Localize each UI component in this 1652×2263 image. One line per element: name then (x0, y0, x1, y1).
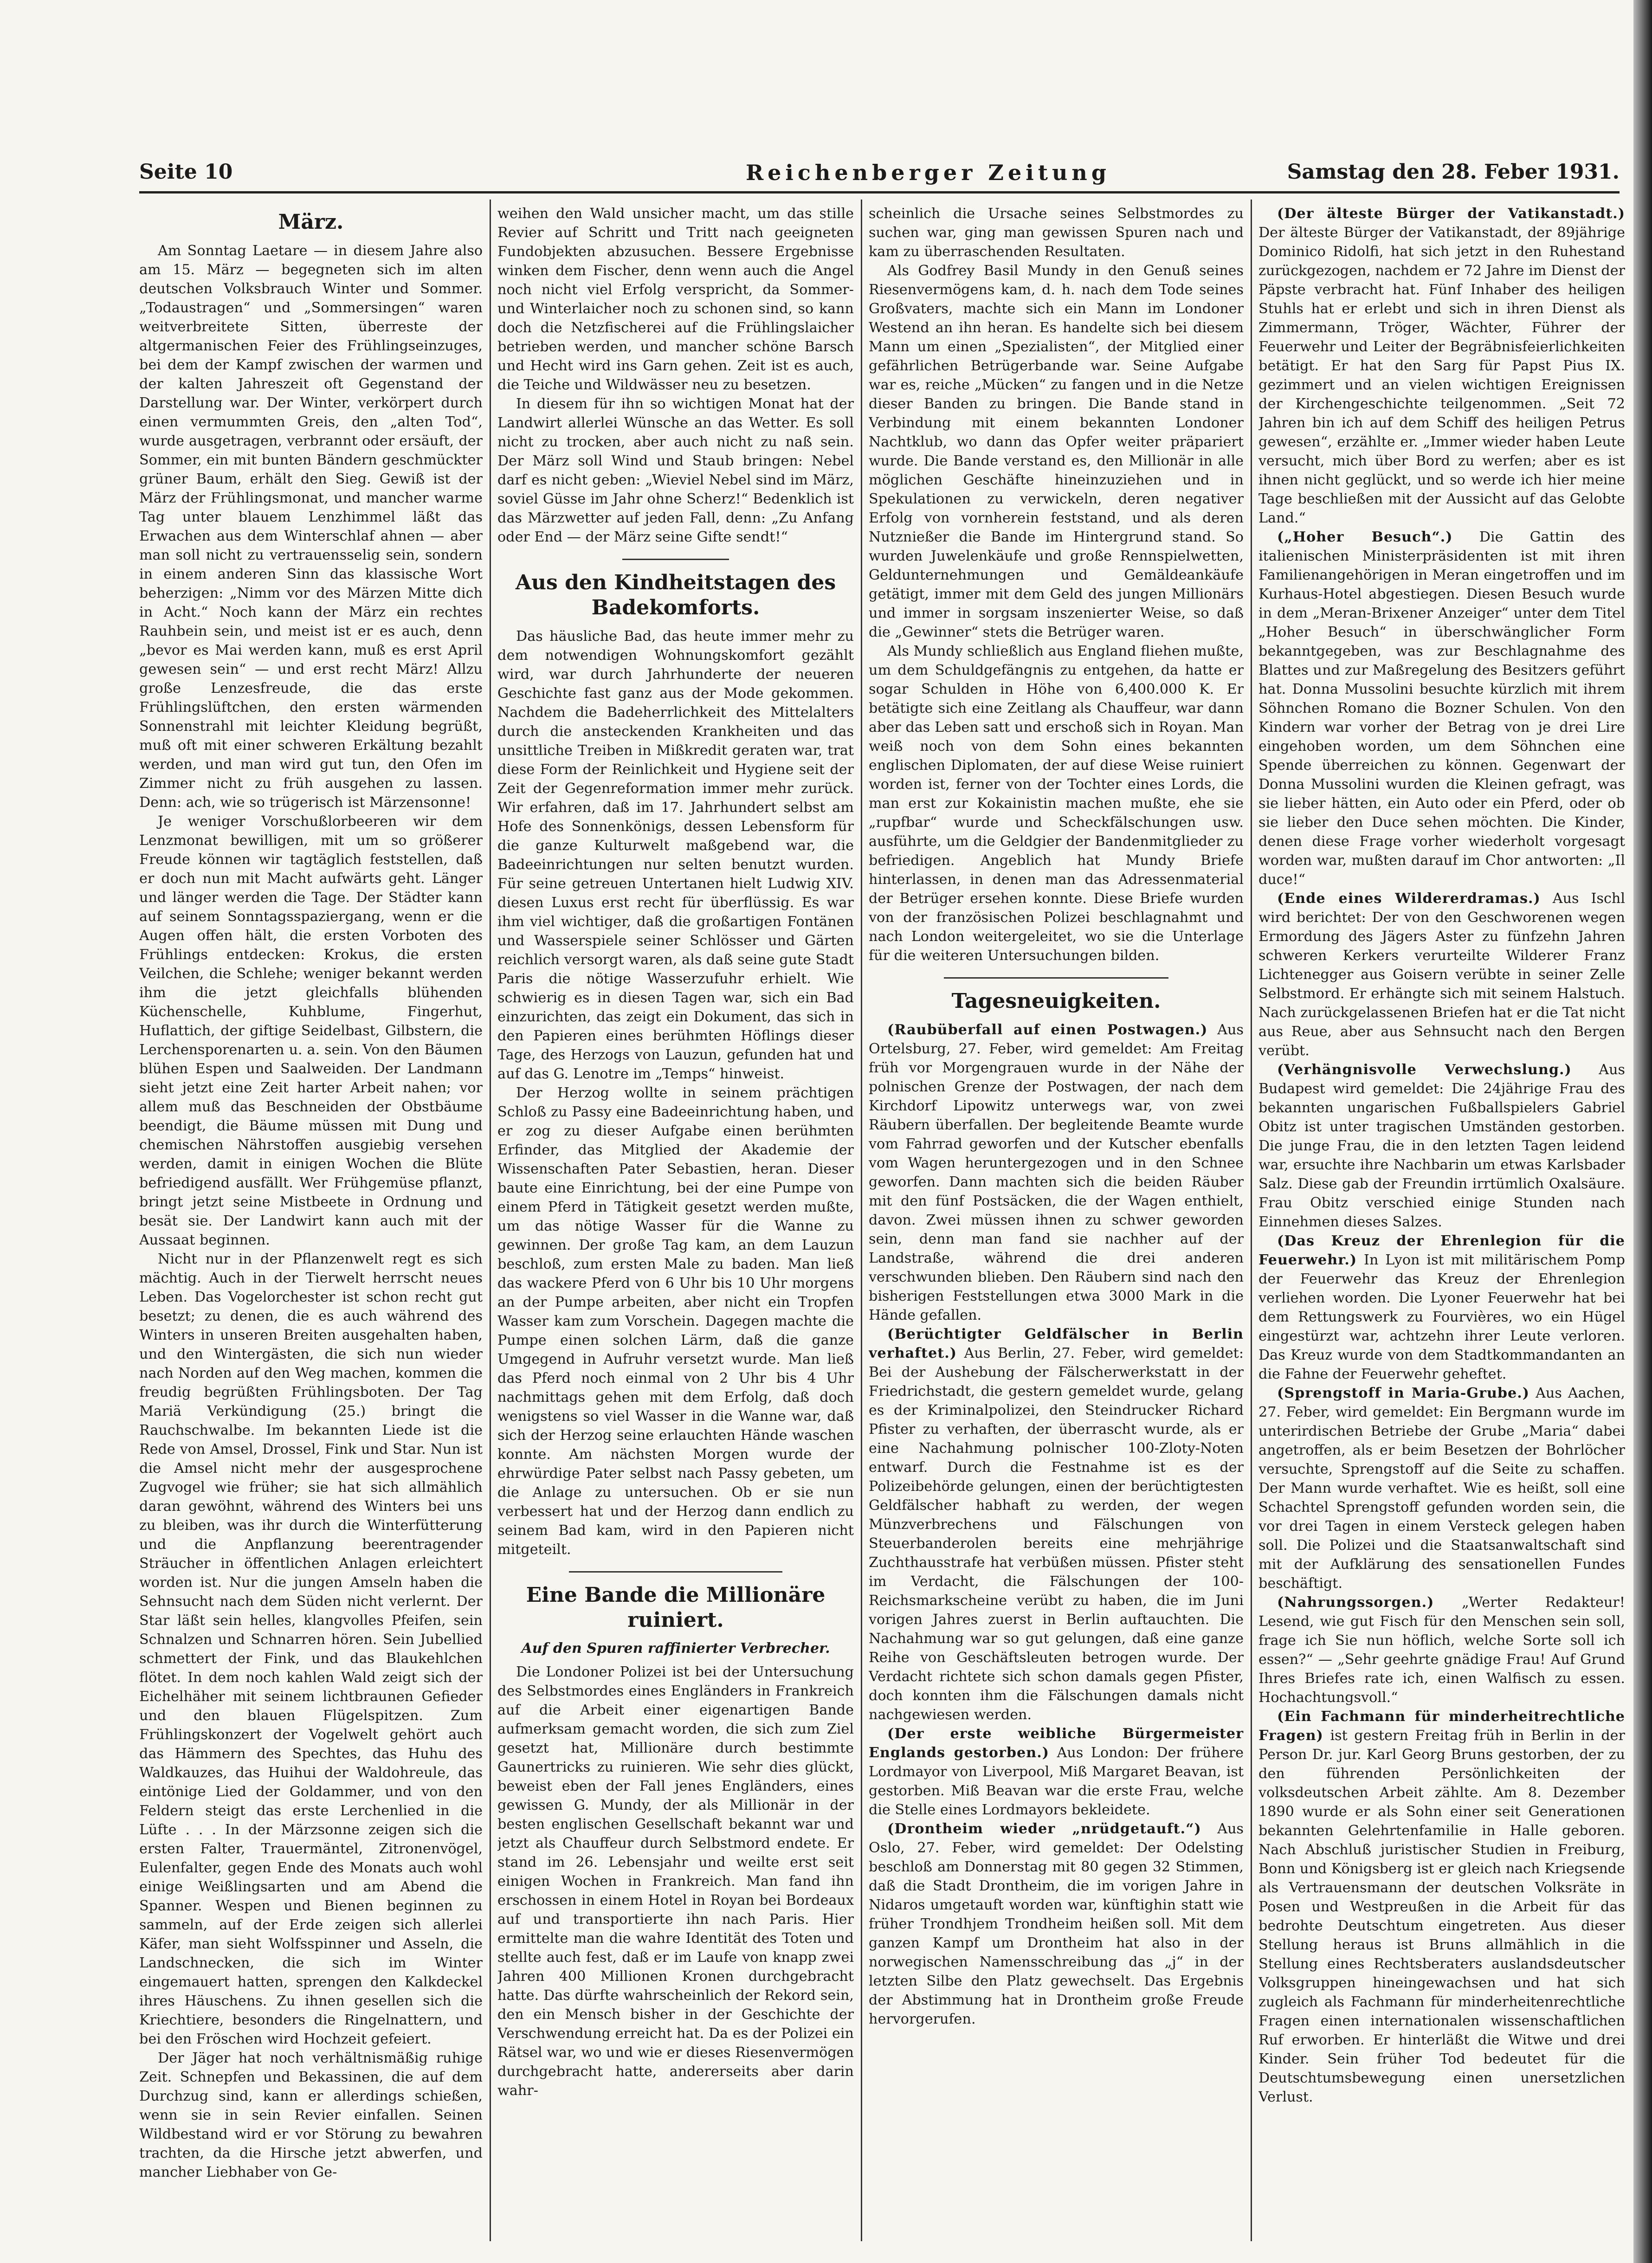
news-lead: („Hoher Besuch“.) (1277, 529, 1453, 545)
news-lead: (Nahrungssorgen.) (1277, 1594, 1434, 1611)
column-2 (497, 204, 854, 2237)
article-paragraph: Am Sonntag Laetare — in diesem Jahre also am 15. März — begegneten sich im alten deutschen Volksbrauch Winter und Sommer. „Todaustragen“ und „Sommersingen“ waren weitverbreitete Sitten, überreste der altgermanischen Feier des Frühlingseinzuges, bei dem der Kampf zwischen der warmen und der kalten Jahreszeit oft Gegenstand der Darstellung war. Der Winter, verkörpert durch einen vermummten Greis, den „alten Tod“, wurde ausgetragen, verbrannt oder ersäuft, der Sommer, ein mit bunten Bändern geschmückter grüner Baum, erhält den Sieg. Gewiß ist der März der Frühlingsmonat, und mancher warme Tag unter blauem Lenzhimmel läßt das Erwachen aus dem Winterschlaf ahnen — aber man soll nicht zu vertrauensselig sein, sondern in einem anderen Sinn das klassische Wort beherzigen: „Nimm vor des Märzen Mitte dich in Acht.“ Noch kann der März ein rechtes Rauhbein sein, und meist ist er es auch, denn „bevor es Mai werden kann, muß es erst April gewesen sein“ — und erst recht März! Allzu große Lenzesfreude, die das erste Frühlingslüftchen, den ersten wärmenden Sonnenstrahl mit leichter Kleidung begrüßt, muß oft mit einer schweren Erkältung bezahlt werden, und man wird gut tun, den Ofen im Zimmer nicht zu früh ausgehen zu lassen. Denn: ach, wie so trügerisch ist Märzensonne! (139, 243, 483, 811)
news-lead: (Verhängnisvolle Verwechslung.) (1277, 1062, 1572, 1078)
article-paragraph: Der Herzog wollte in seinem prächtigen Schloß zu Passy eine Badeeinrichtung haben, und er zog zu dieser Aufgabe einen berühmten Erfinder, das Mitglied der Akademie der Wissenschaften Pater Sebastien, heran. Dieser baute eine Einrichtung, bei der eine Pumpe von einem Pferd in Tätigkeit gesetzt werden mußte, um das nötige Wasser für die Wanne zu gewinnen. Der große Tag kam, an dem Lauzun beschloß, zum ersten Male zu baden. Man ließ das wackere Pferd von 6 Uhr bis 10 Uhr morgens an der Pumpe arbeiten, aber nicht ein Tropfen Wasser kam zum Vorschein. Dagegen machte die Pumpe einen solchen Lärm, daß die ganze Umgegend in Aufruhr versetzt wurde. Man ließ das Pferd noch einmal von 2 Uhr bis 4 Uhr nachmittags gehen mit dem Erfolg, daß doch wenigstens so viel Wasser in die Wanne war, daß sich der Herzog seine erlauchten Hände waschen konnte. Am nächsten Morgen wurde der ehrwürdige Pater selbst nach Passy gebeten, um die Anlage zu untersuchen. Ob er sie nun verbessert hat und der Herzog dann endlich zu seinem Bad kam, wird in den Papieren nicht mitgeteilt. (497, 1085, 854, 1558)
news-text: ist gestern Freitag früh in Berlin in der Person Dr. jur. Karl Georg Bruns gestorben, der zu den führenden Persönlichkeiten der volksdeutschen Arbeit zählte. Am 8. Dezember 1890 wurde er als Sohn einer seit Generationen bekannten Gelehrtenfamilie in Halle geboren. Nach Abschluß juristischer Studien in Freiburg, Bonn und Königsberg ist er gleich nach Kriegsende als Vertrauensmann der deutschen Volksräte in Posen und Westpreußen in die Arbeit für das bedrohte Deutschtum eingetreten. Aus dieser Stellung heraus ist Bruns allmählich in die Stellung eines Rechtsberaters auslandsdeutscher Volksgruppen hineingewachsen und hat sich zugleich als Fachmann für minderheitenrechtliche Fragen einen internationalen wissenschaftlichen Ruf erworben. Er hinterläßt die Witwe und drei Kinder. Sein früher Tod bedeutet für die Deutschtumsbewegung einen unersetzlichen Verlust. (1258, 1728, 1625, 2105)
scan-edge-shadow (1633, 0, 1652, 2263)
article-title-maerz: März. (278, 210, 344, 234)
news-item (869, 1325, 1244, 1724)
article-paragraph: weihen den Wald unsicher macht, um das stille Revier auf Schritt und Tritt nach geeigneten Fundobjekten abzusuchen. Bessere Ergebnisse winken dem Fischer, denn wenn auch die Angel noch nicht viel Erfolg verspricht, da Sommer- und Winterlaicher noch zu schonen sind, so kann doch die Netzfischerei auf die Frühlingslaicher betrieben werden, und mancher schöne Barsch und Hecht wird ins Garn gehen. Zeit ist es auch, die Teiche und Wildwässer neu zu besetzen. (497, 206, 854, 393)
news-text: Der älteste Bürger der Vatikanstadt, der 89jährige Dominico Ridolfi, hat sich jetzt in den Ruhestand zurückgezogen, nachdem er 72 Jahre im Dienst der Päpste verbracht hat. Fünf Inhaber des heiligen Stuhls hat er erlebt und sich in ihren Dienst als Zimmermann, Tröger, Wächter, Führer der Feuerwehr und Leiter der Begräbnisfeierlichkeiten betätigt. Er hat den Sarg für Papst Pius IX. gezimmert und an vielen wichtigen Ereignissen der Kirchengeschichte teilgenommen. „Seit 72 Jahren bin ich auf dem Schiff des heiligen Petrus gewesen“, erzählte er. „Immer wieder haben Leute versucht, mich über Bord zu werfen; aber es ist ihnen nicht geglückt, und so werde ich hier meine Tage beschließen mit der Aussicht auf das Gelobte Land.“ (1258, 225, 1625, 526)
news-text: In Lyon ist mit militärischem Pomp der Feuerwehr das Kreuz der Ehrenlegion verliehen worden. Die Lyoner Feuerwehr hat bei dem Rettungswerk zu Fourvières, wo ein Hügel eingestürzt war, achtzehn ihrer Leute verloren. Das Kreuz wurde von dem Stadtkommandanten an die Fahne der Feuerwehr geheftet. (1258, 1252, 1625, 1382)
article-paragraph: Das häusliche Bad, das heute immer mehr zu dem notwendigen Wohnungskomfort gezählt wird, war durch Jahrhunderte der neueren Geschichte fast ganz aus der Mode gekommen. Nachdem die Badeherrlichkeit des Mittelalters durch die ansteckenden Krankheiten und das unsittliche Treiben in Mißkredit geraten war, trat diese Form der Reinlichkeit und Hygiene seit der Zeit der Gegenreformation immer mehr zurück. Wir erfahren, daß im 17. Jahrhundert selbst am Hofe des Sonnenkönigs, dessen Lebensform für die ganze Kulturwelt maßgebend war, die Badeeinrichtungen nur selten benutzt wurden. Für seine getreuen Untertanen hielt Ludwig XIV. diesen Luxus erst recht für überflüssig. Es war ihm viel wichtiger, daß die großartigen Fontänen und Wasserspiele seiner Schlösser und Gärten reichlich versorgt waren, als daß seine gute Stadt Paris die nötige Wasserzufuhr erhielt. Wie schwierig es in diesen Tagen war, sich ein Bad einzurichten, das zeigt ein Dokument, das sich in den Papieren eines berühmten Höflings dieser Tage, des Herzogs von Lauzun, gefunden hat und auf das G. Lenotre im „Temps“ hinweist. (497, 628, 854, 1082)
article-title-badekomfort: Aus den Kindheitstagen des Badekomforts. (515, 571, 836, 619)
news-lead: (Drontheim wieder „nrüdgetauft.“) (887, 1821, 1201, 1837)
news-lead: (Der älteste Bürger der Vatikanstadt.) (1277, 206, 1625, 222)
section-separator (944, 977, 1169, 979)
page-number: Seite 10 (139, 160, 233, 184)
news-lead: (Das Kreuz der Ehrenlegion für die Feuerwehr.) (1258, 1233, 1625, 1268)
news-lead: (Ende eines Wildererdramas.) (1277, 890, 1541, 907)
news-text: Aus London: Der frühere Lordmayor von Liverpool, Miß Margaret Beavan, ist gestorben. Miß Beavan war die erste Frau, welche die Stelle eines Lordmayors bekleidete. (869, 1745, 1244, 1818)
news-item (1258, 1707, 1625, 2107)
news-item (1258, 1060, 1625, 1231)
section-title-tagesneuigkeiten: Tagesneuigkeiten. (951, 989, 1161, 1013)
header-rule (139, 191, 1620, 193)
news-lead: (Raubüberfall auf einen Postwagen.) (887, 1022, 1208, 1038)
news-lead: (Berüchtigter Geldfälscher in Berlin verhaftet.) (869, 1326, 1244, 1361)
news-text: Aus Ischl wird berichtet: Der von den Geschworenen wegen Ermordung des Jägers Aster zu fünfzehn Jahren schweren Kerkers verurteilte Wilderer Franz Lichtenegger aus Goisern verübte in seiner Zelle Selbstmord. Er erhängte sich mit seinem Halstuch. Nach zurückgelassenen Briefen hat er die Tat nicht aus Reue, aber aus Sehnsucht nach den Bergen verübt. (1258, 890, 1625, 1059)
section-separator (569, 1571, 783, 1573)
news-item (1258, 1231, 1625, 1384)
column-divider (1251, 200, 1252, 2241)
news-text: Aus Budapest wird gemeldet: Die 24jährige Frau des bekannten ungarischen Fußballspielers Gabriel Obitz ist unter tragischen Umständen gestorben. Die junge Frau, die in den letzten Tagen leidend war, ersuchte ihre Nachbarin um etwas Karlsbader Salz. Diese gab der Freundin irrtümlich Oxalsäure. Frau Obitz verschied einige Stunden nach Einnehmen dieses Salzes. (1258, 1062, 1625, 1230)
news-text: Aus Aachen, 27. Feber, wird gemeldet: Ein Bergmann wurde im unterirdischen Betriebe der Grube „Maria“ dabei angetroffen, als er beim Besetzen der Bohrlöcher versuchte, Sprengstoff auf die Seite zu schaffen. Der Mann wurde verhaftet. Wie es heißt, soll eine Schachtel Sprengstoff gefunden worden sein, die vor drei Tagen in einem Versteck gelegen haben soll. Die Polizei und die Staatsanwaltschaft sind mit der Aufklärung des sensationellen Fundes beschäftigt. (1258, 1385, 1625, 1592)
news-text: Die Gattin des italienischen Ministerpräsidenten ist mit ihren Familienangehörigen in Meran eingetroffen und im Kurhaus-Hotel abgestiegen. Diesen Besuch wurde in dem „Meran-Brixener Anzeiger“ unter dem Titel „Hoher Besuch“ in überschwänglicher Form bekanntgegeben, was zur Beschlagnahme des Blattes und zur Maßregelung des Besitzers geführt hat. Donna Mussolini besuchte kürzlich mit ihrem Söhnchen Romano die Bozner Schulen. Von den Kindern war vorher der Betrag von je drei Lire eingehoben worden, um dem Söhnchen eine Spende überreichen zu können. Gegenwart der Donna Mussolini wurden die Kleinen gefragt, was sie lieber hätten, ein Auto oder ein Pferd, oder ob sie lieber den Duce sehen möchten. Die Kinder, denen diese Frage vorher wiederholt vorgesagt worden war, mußten darauf im Chor antworten: „Il duce!“ (1258, 529, 1625, 888)
article-paragraph: Je weniger Vorschußlorbeeren wir dem Lenzmonat bewilligen, mit um so größerer Freude können wir tagtäglich feststellen, daß er doch nun mit Macht aufwärts geht. Länger und länger werden die Tage. Der Städter kann auf seinem Sonntagsspaziergang, wenn er die Augen offen hält, die ersten Vorboten des Frühlings entdecken: Krokus, die ersten Veilchen, die Schlehe; weniger bekannt werden ihm die jetzt gleichfalls blühenden Küchenschelle, Kuhblume, Fingerhut, Huflattich, der giftige Seidelbast, Gilbstern, die Lerchensporenarten u. a. sein. Von den Bäumen blühen Espen und Saalweiden. Der Landmann sieht jetzt eine Zeit harter Arbeit nahen; vor allem muß das Beschneiden der Obstbäume beendigt, die Bäume müssen mit Dung und chemischen Nährstoffen ausgiebig versehen werden, damit in einigen Wochen die Blüte befriedigend ausfällt. Wer Frühgemüse pflanzt, bringt jetzt seine Mistbeete in Ordnung und besät sie. Der Landwirt kann auch mit der Aussaat beginnen. (139, 813, 483, 1248)
article-paragraph: Nicht nur in der Pflanzenwelt regt es sich mächtig. Auch in der Tierwelt herrscht neues Leben. Das Vogelorchester ist schon recht gut besetzt; zu denen, die es auch während des Winters in unseren Breiten ausgehalten haben, und den Wintergästen, die sich nun wieder nach Norden auf den Weg machen, kommen die freudig begrüßten Frühlingsboten. Der Tag Mariä Verkündigung (25.) bringt die Rauchschwalbe. Im bekannten Liede ist die Rede von Amsel, Drossel, Fink und Star. Nun ist die Amsel nicht mehr der ausgesprochene Zugvogel wie früher; sie hat sich allmählich daran gewöhnt, während des Winters bei uns zu bleiben, was ihr durch die Winterfütterung und die Anpflanzung beerentragender Sträucher in öffentlichen Anlagen erleichtert worden ist. Nur die jungen Amseln haben die Sehnsucht nach dem Süden nicht verlernt. Der Star läßt sein helles, klangvolles Pfeifen, sein Schnalzen und Schnarren hören. Sein Jubellied schmettert der Fink, und das Blaukehlchen flötet. In dem noch kahlen Wald zeigt sich der Eichelhäher mit seinem lichtbraunen Gefieder und den blauen Flügelspitzen. Zum Frühlingskonzert der Vogelwelt gehört auch das Hämmern des Spechtes, das Huhu des Waldkauzes, das Huihui der Waldohreule, das eintönige Lied der Goldammer, und von den Feldern steigt das erste Lerchenlied in die Lüfte . . . In der Märzsonne zeigen sich die ersten Falter, Trauermäntel, Zitronenvögel, Eulenfalter, gegen Ende des Monats auch wohl einige Weißlingsarten und am Abend die Spanner. Wespen und Bienen beginnen zu sammeln, auf der Erde zeigen sich allerlei Käfer, man sieht Wolfsspinner und Asseln, die Landschnecken, die sich im Winter eingemauert hatten, sprengen den Kalkdeckel ihres Häuschens. Zu ihnen gesellen sich die Kriechtiere, besonders die Ringelnattern, und bei den Fröschen wird Hochzeit gefeiert. (139, 1251, 483, 2047)
newspaper-masthead: Reichenberger Zeitung (745, 160, 1111, 185)
column-1 (139, 204, 483, 2237)
article-subtitle: Auf den Spuren raffinierter Verbrecher. (521, 1640, 830, 1657)
article-paragraph: Die Londoner Polizei ist bei der Untersuchung des Selbstmordes eines Engländers in Frankreich auf die Arbeit einer eigenartigen Bande aufmerksam gemacht worden, die sich zum Ziel gesetzt hat, Millionäre durch bestimmte Gaunertricks zu ruinieren. Wie sehr dies glückt, beweist eben der Fall jenes Engländers, eines gewissen G. Mundy, der als Millionär in der besten englischen Gesellschaft bekannt war und jetzt als Chauffeur durch Selbstmord endete. Er stand im 26. Lebensjahr und weilte erst seit einigen Wochen in Frankreich. Man fand ihn erschossen in einem Hotel in Royan bei Bordeaux auf und transportierte ihn nach Paris. Hier ermittelte man die wahre Identität des Toten und stellte auch fest, daß er im Laufe von knapp zwei Jahren 400 Millionen Kronen durchgebracht hatte. Das dürfte wahrscheinlich der Rekord sein, den ein Mensch bisher in der Geschichte der Verschwendung erreicht hat. Da es der Polizei ein Rätsel war, wo und wie er dieses Riesenvermögen durchgebracht hatte, andererseits aber darin wahr- (497, 1664, 854, 2099)
article-paragraph: Als Godfrey Basil Mundy in den Genuß seines Riesenvermögens kam, d. h. nach dem Tode seines Großvaters, machte sich ein Mann im Londoner Westend an ihn heran. Es handelte sich bei diesem Mann um einen „Spezialisten“, der Mitglied einer gefährlichen Betrügerbande war. Seine Aufgabe war es, reiche „Mücken“ zu fangen und in die Netze dieser Banden zu bringen. Die Bande stand in Verbindung mit einem bekannten Londoner Nachtklub, wo dann das Opfer weiter präpariert wurde. Die Bande verstand es, den Millionär in alle möglichen Geschäfte hineinzuziehen und in Spekulationen zu verwickeln, deren negativer Erfolg von vornherein feststand, und als deren Nutznießer die Bande im Hintergrund stand. So wurden Juwelenkäufe und große Rennspielwetten, Geldunternehmungen und Gemäldeankäufe getätigt, immer mit dem Geld des jungen Millionärs und immer in sorgsam inszenierter Weise, so daß die „Gewinner“ stets die Betrüger waren. (869, 263, 1244, 640)
column-3 (869, 204, 1244, 2237)
article-paragraph: Der Jäger hat noch verhältnismäßig ruhige Zeit. Schnepfen und Bekassinen, die auf dem Durchzug sind, kann er allerdings schießen, wenn sie in sein Revier einfallen. Seinen Wildbestand wird er vor Störung zu bewahren trachten, da die Hirsche jetzt abwerfen, und mancher Liebhaber von Ge- (139, 2050, 483, 2180)
news-item (1258, 204, 1625, 528)
section-separator (622, 559, 729, 560)
news-item (1258, 1384, 1625, 1593)
news-item (869, 1819, 1244, 2029)
news-item (869, 1020, 1244, 1325)
column-divider (490, 200, 491, 2241)
article-paragraph: scheinlich die Ursache seines Selbstmordes zu suchen war, ging man gewissen Spuren nach und kam zu überraschenden Resultaten. (869, 206, 1244, 260)
news-text: Aus Oslo, 27. Feber, wird gemeldet: Der Odelsting beschloß am Donnerstag mit 80 gegen 32 Stimmen, daß die Stadt Drontheim, die im vorigen Jahre in Nidaros umgetauft worden war, künftighin statt wie früher Trondhjem Trondheim heißen soll. Mit dem ganzen Kampf um Drontheim hat also in der norwegischen Namensschreibung das „j“ in der letzten Silbe den Platz gewechselt. Das Ergebnis der Abstimmung hat in Drontheim große Freude hervorgerufen. (869, 1821, 1244, 2027)
column-divider (861, 200, 862, 2241)
news-item (1258, 1593, 1625, 1707)
issue-date: Samstag den 28. Feber 1931. (1287, 160, 1620, 184)
news-text: Aus Ortelsburg, 27. Feber, wird gemeldet: Am Freitag früh vor Morgengrauen wurde in der Nähe der polnischen Grenze der Postwagen, der nach dem Kirchdorf Lipowitz unterwegs war, von zwei Räubern überfallen. Der begleitende Beamte wurde vom Fahrrad geworfen und der Kutscher ebenfalls vom Wagen heruntergezogen und in den Schnee geworfen. Dann machten sich die beiden Räuber mit den fünf Postsäcken, die der Wagen enthielt, davon. Zwei müssen ihnen zu schwer geworden sein, denn man fand sie nachher auf der Landstraße, während die drei anderen verschwunden blieben. Den Räubern sind nach den bisherigen Feststellungen etwa 3000 Mark in die Hände gefallen. (869, 1022, 1244, 1323)
news-lead: (Sprengstoff in Maria-Grube.) (1277, 1385, 1530, 1401)
news-item (1258, 528, 1625, 889)
news-text: Aus Berlin, 27. Feber, wird gemeldet: Bei der Aushebung der Fälscherwerkstatt in der Friedrichstadt, die gestern gemeldet wurde, gelang es der Kriminalpolizei, den Steindrucker Richard Pfister zu verhaften, der überrascht wurde, als er eine Nachahmung polnischer 100-Zloty-Noten entwarf. Durch die Festnahme ist es der Polizeibehörde gelungen, einen der berüchtigtesten Geldfälscher habhaft zu werden, der wegen Münzverbrechens und Fälschungen von Steuerbanderolen bereits eine mehrjährige Zuchthausstrafe hat verbüßen müssen. Pfister steht im Verdacht, die Fälschungen der 100-Reichsmarkscheine verübt zu haben, die im Juni vorigen Jahres zuerst in Berlin auftauchten. Die Nachahmung war so gut gelungen, daß eine ganze Reihe von Geschäftsleuten betrogen wurde. Der Verdacht richtete sich schon damals gegen Pfister, doch konnten ihm die Fälschungen damals nicht nachgewiesen werden. (869, 1345, 1244, 1723)
article-paragraph: Als Mundy schließlich aus England fliehen mußte, um dem Schuldgefängnis zu entgehen, da hatte er sogar Schulden in Höhe von 6,400.000 K. Er betätigte sich eine Zeitlang als Chauffeur, war dann aber das Leben satt und erschoß sich in Royan. Man weiß noch von dem Sohn eines bekannten englischen Diplomaten, der auf diese Weise ruiniert worden ist, ferner von der Tochter eines Lords, die man erst zur Kokainistin machen mußte, ehe sie „rupfbar“ wurde und Scheckfälschungen usw. ausführte, um die Geldgier der Bandenmitglieder zu befriedigen. Angeblich hat Mundy Briefe hinterlassen, in denen man das Adressenmaterial der Betrüger ersehen konnte. Diese Briefe wurden von der französischen Polizei beschlagnahmt und nach London weitergeleitet, wo sie die Unterlage für die weiteren Untersuchungen bilden. (869, 643, 1244, 964)
news-text: „Werter Redakteur! Lesend, wie gut Fisch für den Menschen sein soll, frage ich Sie nun höflich, welche Sorte soll ich essen?“ — „Sehr geehrte gnädige Frau! Auf Grund Ihres Briefes rate ich, einen Walfisch zu essen. Hochachtungsvoll.“ (1258, 1594, 1625, 1706)
column-4 (1258, 204, 1625, 2237)
article-title-bande: Eine Bande die Millionäre ruiniert. (526, 1583, 826, 1632)
page-header (139, 160, 1620, 193)
news-item (869, 1724, 1244, 1819)
article-paragraph: In diesem für ihn so wichtigen Monat hat der Landwirt allerlei Wünsche an das Wetter. Es soll nicht zu trocken, aber auch nicht zu naß sein. Der März soll Wind und Staub bringen: Nebel darf es nicht geben: „Wieviel Nebel sind im März, soviel Güsse im Jahr ohne Scherz!“ Bedenklich ist das Märzwetter auf jeden Fall, denn: „Zu Anfang oder End — der März seine Gifte sendt!“ (497, 396, 854, 545)
news-item (1258, 889, 1625, 1060)
news-lead: (Der erste weibliche Bürgermeister Englands gestorben.) (869, 1726, 1244, 1761)
news-lead: (Ein Fachmann für minderheitrechtliche Fragen) (1258, 1709, 1625, 1744)
